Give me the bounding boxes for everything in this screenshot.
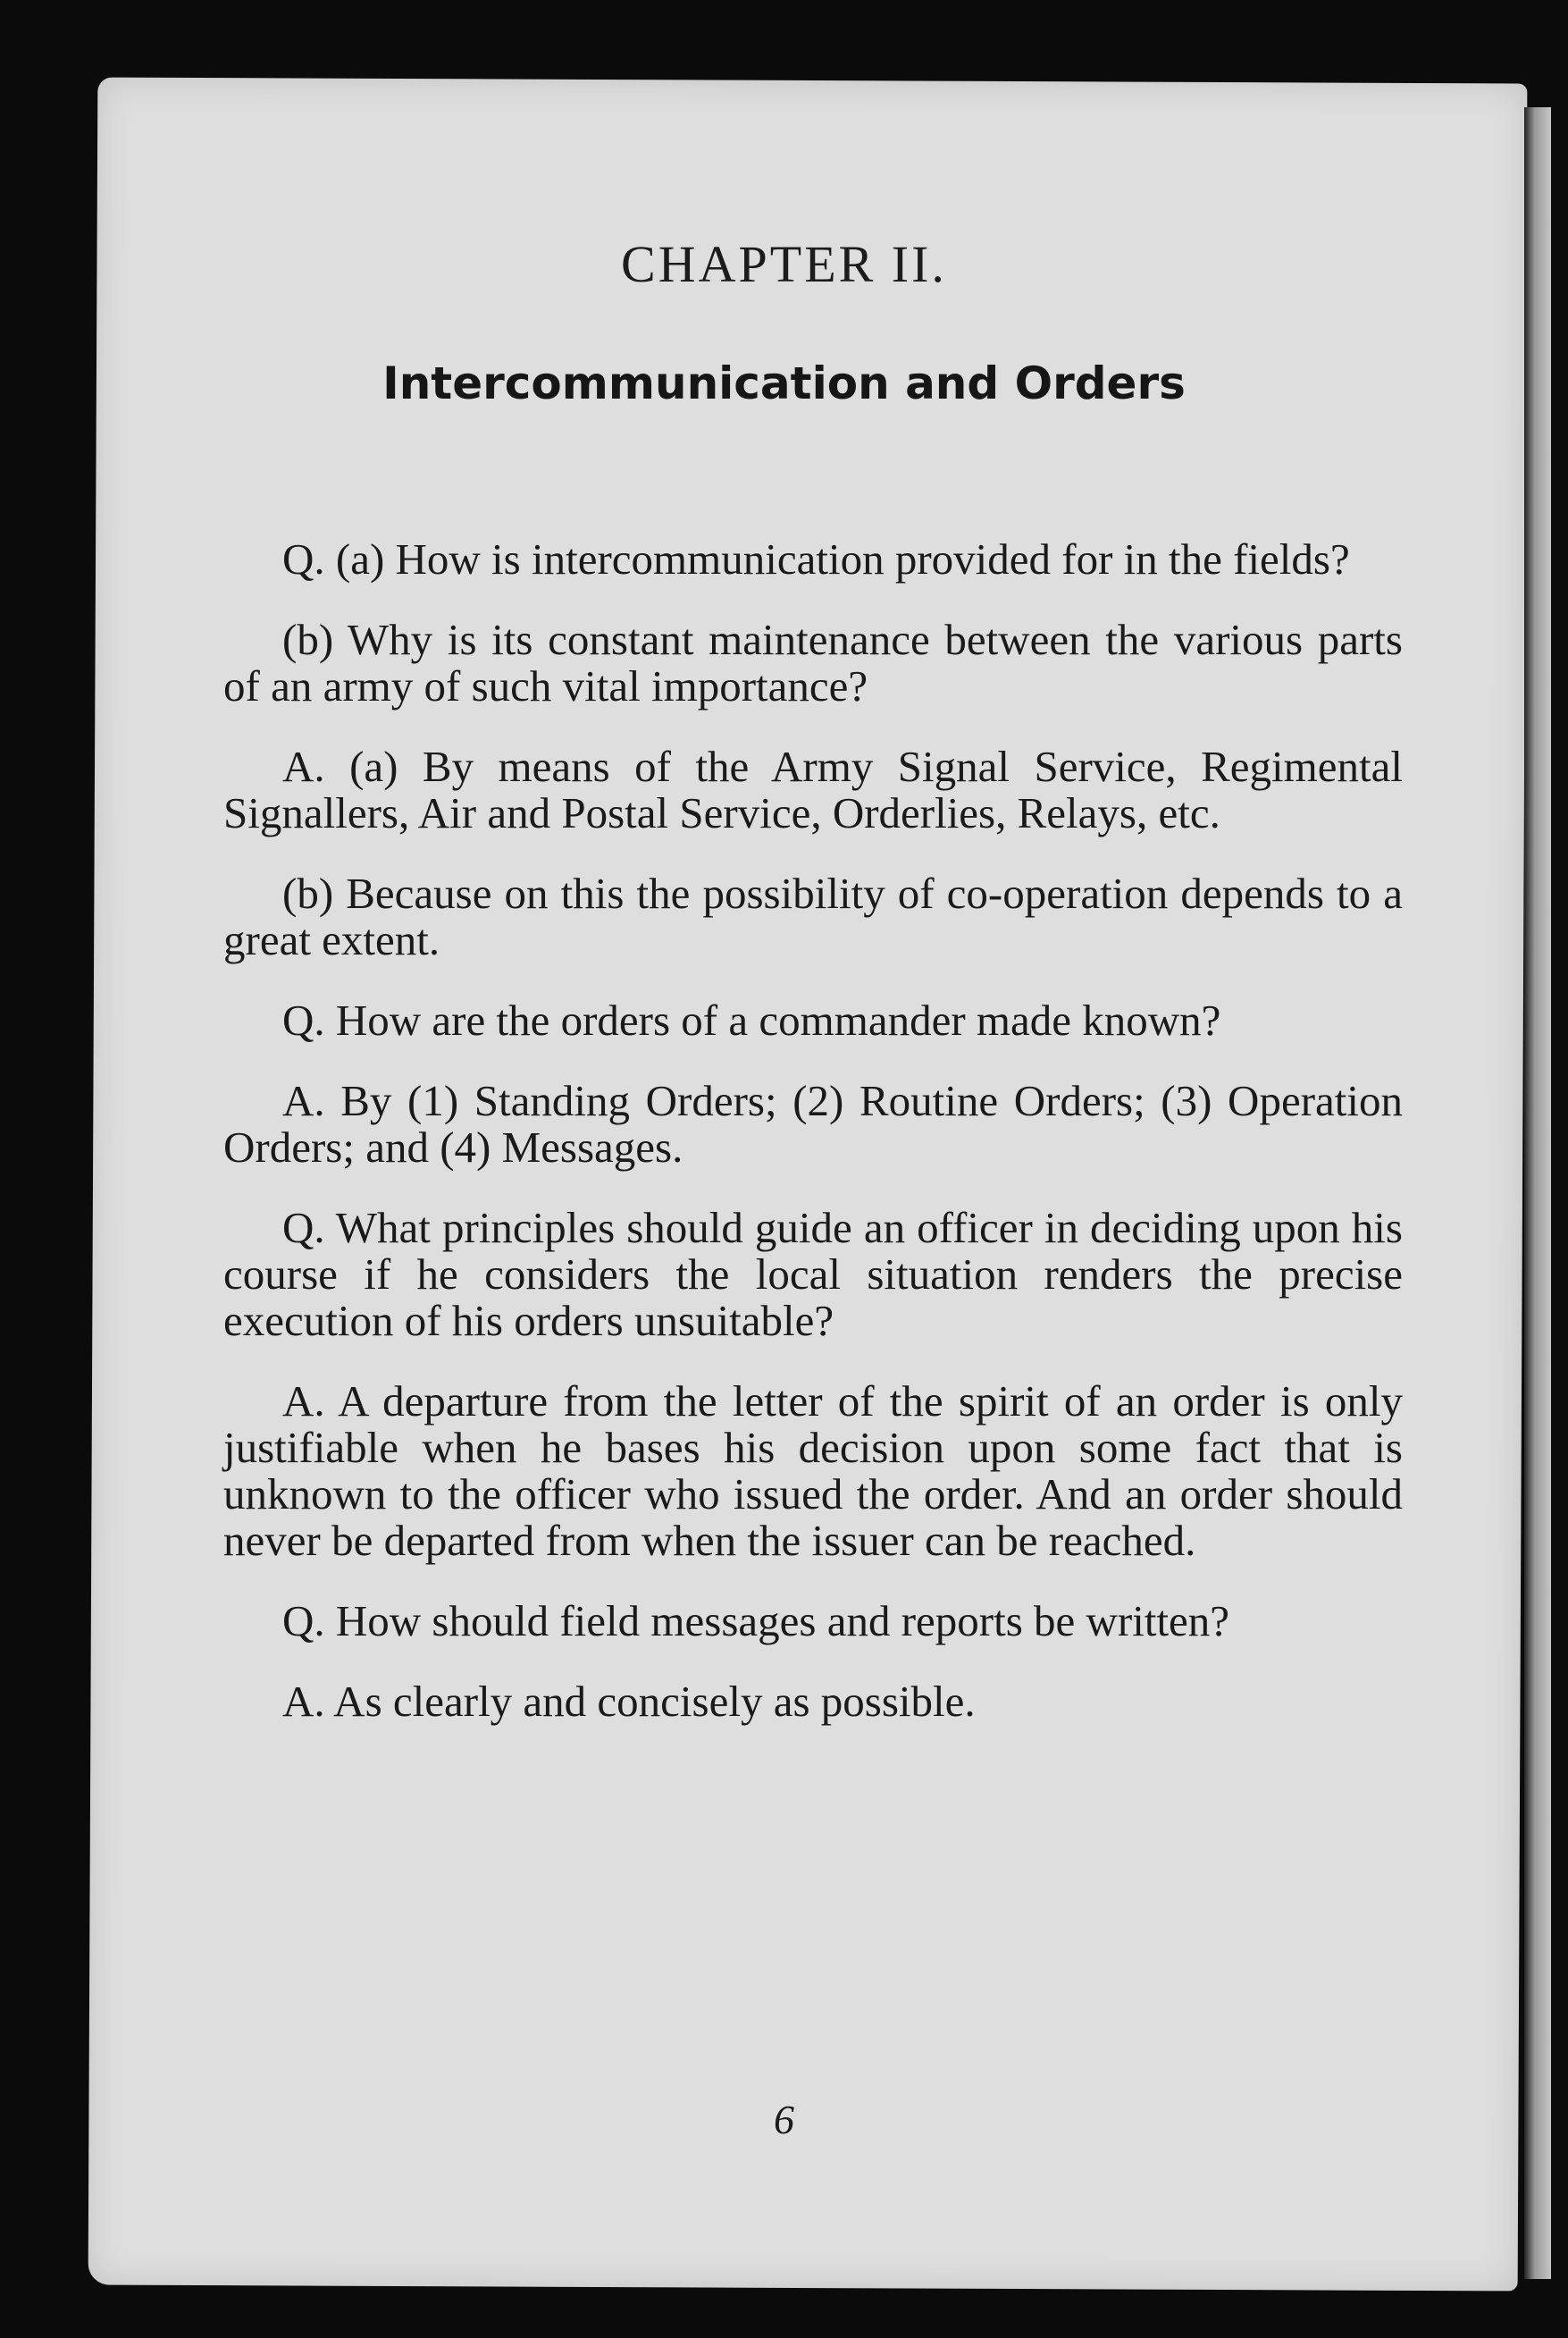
paragraph-q2: Q. How are the orders of a commander made known? bbox=[282, 996, 1221, 1045]
page-number: 6 bbox=[774, 2097, 794, 2142]
paragraph-a2: A. By (1) Standing Orders; (2) Routine Orders; (3) Operation Orders; and (4) Messages. bbox=[223, 1076, 1403, 1172]
paragraph-a4: A. As clearly and concisely as possible. bbox=[282, 1677, 976, 1726]
adjacent-page-edge bbox=[1524, 107, 1551, 2279]
paragraph-q3: Q. What principles should guide an officer in deciding upon his course if he considers the local situation renders the precise execution of his orders unsuitable? bbox=[223, 1203, 1403, 1345]
paragraph-a3: A. A departure from the letter of the spirit of an order is only justifiable when he bases his decision upon some fact that is unknown to the officer who issued the order. And an order should never be departed from when the issuer can be reached. bbox=[223, 1376, 1403, 1565]
paragraph-q4: Q. How should field messages and reports be written? bbox=[282, 1596, 1230, 1645]
paragraph-a1a: A. (a) By means of the Army Signal Service, Regimental Signallers, Air and Postal Service, Orderlies, Relays, etc. bbox=[223, 742, 1403, 837]
chapter-title: Intercommunication and Orders bbox=[382, 357, 1186, 409]
chapter-body bbox=[223, 536, 1403, 1759]
paragraph-q1b: (b) Why is its constant maintenance between the various parts of an army of such vital importance? bbox=[223, 615, 1403, 711]
paragraph-q1a: Q. (a) How is intercommunication provided for in the fields? bbox=[282, 534, 1350, 584]
chapter-heading: CHAPTER II. bbox=[621, 235, 947, 293]
paragraph-a1b: (b) Because on this the possibility of co-operation depends to a great extent. bbox=[223, 869, 1403, 964]
